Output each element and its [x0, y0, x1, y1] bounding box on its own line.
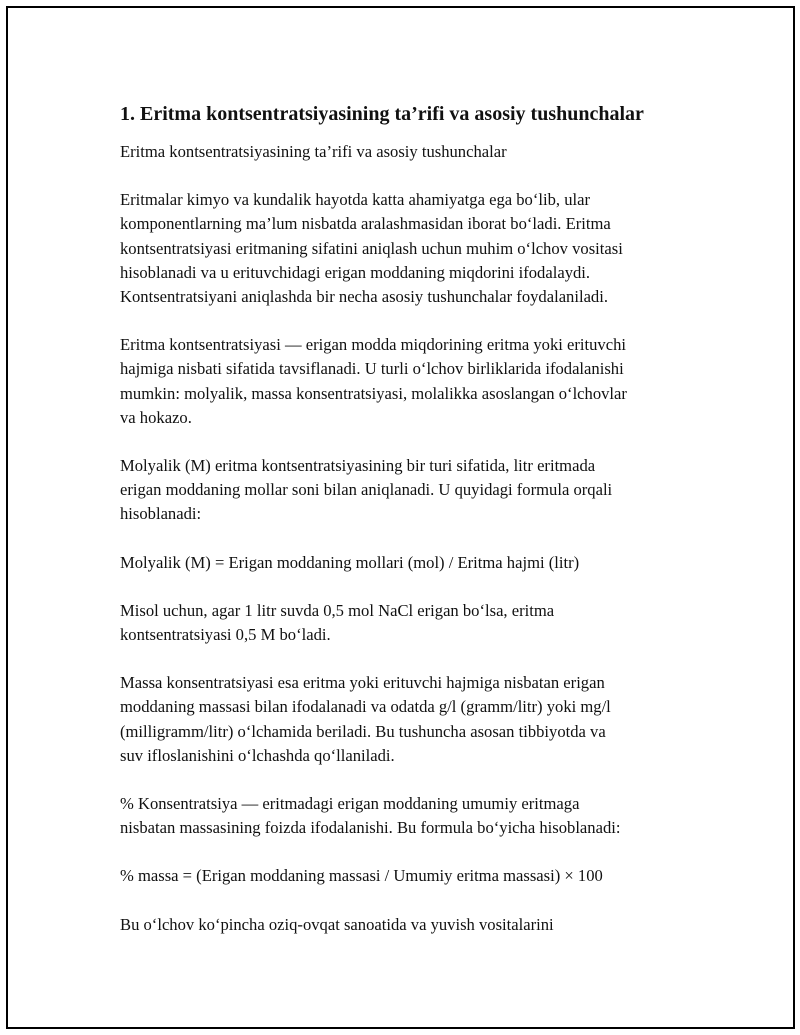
text-line: % Konsentratsiya — eritmadagi erigan moddaning umumiy eritmaga [120, 794, 580, 814]
text-line: komponentlarning ma’lum nisbatda aralashmasidan iborat bo‘ladi. Eritma [120, 214, 611, 234]
text-line: Kontsentratsiyani aniqlashda bir necha asosiy tushunchalar foydalaniladi. [120, 287, 608, 307]
paragraph-molarity-formula [120, 551, 700, 575]
paragraph-intro [120, 188, 700, 309]
document-body [120, 100, 700, 961]
text-line: moddaning massasi bilan ifodalanadi va odatda g/l (gramm/litr) yoki mg/l [120, 697, 611, 717]
paragraph-mass-concentration [120, 671, 700, 768]
formula-line: % massa = (Erigan moddaning massasi / Umumiy eritma massasi) × 100 [120, 866, 603, 886]
text-line: Molyalik (M) eritma kontsentratsiyasining bir turi sifatida, litr eritmada [120, 456, 596, 476]
text-line: erigan moddaning mollar soni bilan aniqlanadi. U quyidagi formula orqali [120, 480, 613, 500]
text-line: kontsentratsiyasi eritmaning sifatini aniqlash uchun muhim o‘lchov vositasi [120, 238, 623, 258]
text-line: Eritma kontsentratsiyasining ta’rifi va asosiy tushunchalar [120, 142, 507, 161]
paragraph-subtitle [120, 140, 700, 164]
text-line: Bu o‘lchov ko‘pincha oziq-ovqat sanoatida va yuvish vositalarini [120, 914, 554, 934]
text-line: Misol uchun, agar 1 litr suvda 0,5 mol NaCl erigan bo‘lsa, eritma [120, 600, 555, 620]
text-line: Massa konsentratsiyasi esa eritma yoki erituvchi hajmiga nisbatan erigan [120, 673, 605, 693]
text-line: Eritmalar kimyo va kundalik hayotda katta ahamiyatga ega bo‘lib, ular [120, 190, 590, 210]
formula-line: Molyalik (M) = Erigan moddaning mollari (mol) / Eritma hajmi (litr) [120, 552, 580, 572]
text-line: va hokazo. [120, 407, 192, 427]
text-line: mumkin: molyalik, massa konsentratsiyasi, molalikka asoslangan o‘lchovlar [120, 383, 627, 403]
text-line: hajmiga nisbati sifatida tavsiflanadi. U turli o‘lchov birliklarida ifodalanishi [120, 359, 624, 379]
paragraph-definition [120, 333, 700, 430]
text-line: suv ifloslanishini o‘lchashda qo‘llaniladi. [120, 745, 395, 765]
text-line: kontsentratsiyasi 0,5 M bo‘ladi. [120, 625, 331, 645]
text-line: nisbatan massasining foizda ifodalanishi. Bu formula bo‘yicha hisoblanadi: [120, 818, 621, 838]
text-line: hisoblanadi: [120, 504, 202, 524]
text-line: Eritma kontsentratsiyasi — erigan modda miqdorining eritma yoki erituvchi [120, 335, 626, 355]
paragraph-percent-formula [120, 864, 700, 888]
page-frame [6, 6, 795, 1029]
text-line: hisoblanadi va u erituvchidagi erigan moddaning miqdorini ifodalaydi. [120, 262, 591, 282]
paragraph-example [120, 599, 700, 647]
text-line: (milligramm/litr) o‘lchamida beriladi. Bu tushuncha asosan tibbiyotda va [120, 721, 606, 741]
section-heading: 1. Eritma kontsentratsiyasining ta’rifi va asosiy tushunchalar [120, 103, 644, 125]
paragraph-percent-concentration [120, 792, 700, 840]
paragraph-closing [120, 913, 700, 937]
paragraph-molarity [120, 454, 700, 527]
